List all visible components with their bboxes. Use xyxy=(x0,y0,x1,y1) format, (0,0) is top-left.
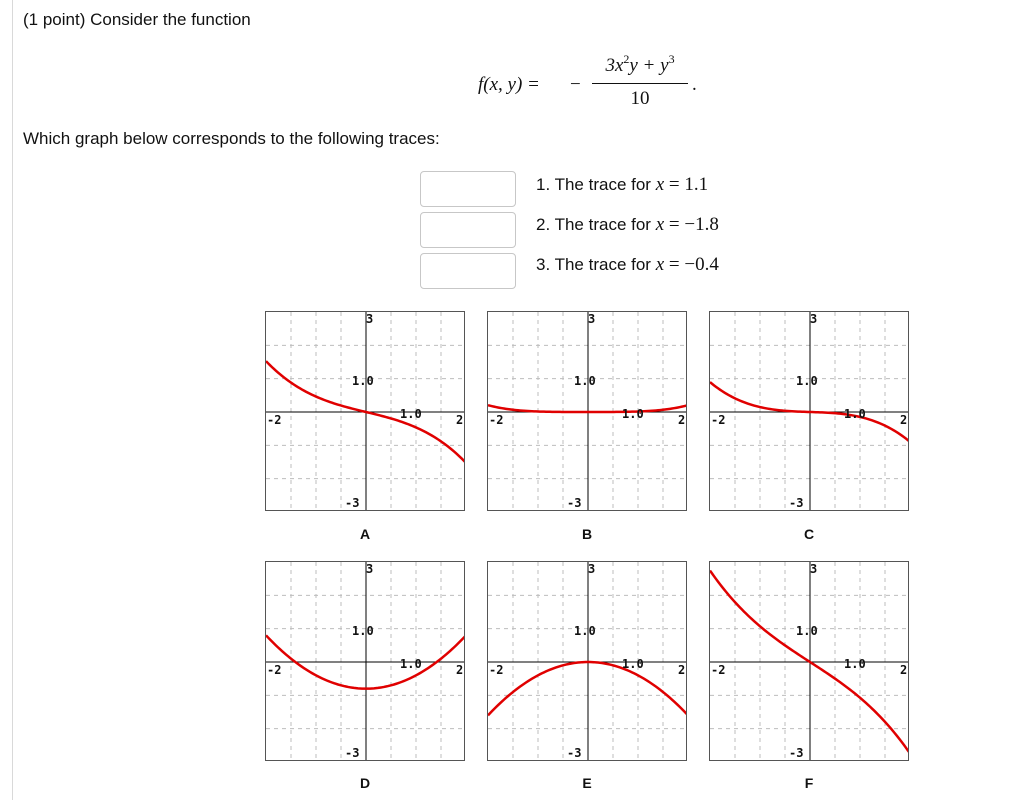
question-text: Which graph below corresponds to the following traces: xyxy=(23,129,440,148)
trace-3-eq: = xyxy=(664,254,685,275)
x-mid-label: 1.0 xyxy=(400,407,422,421)
y-mid-label: 1.0 xyxy=(352,624,374,638)
x-max-label: 2 xyxy=(678,413,686,427)
x-mid-label: 1.0 xyxy=(844,657,866,671)
caption-f: F xyxy=(804,775,814,791)
x-min-label: -2 xyxy=(489,413,504,427)
graph-d-plot xyxy=(266,562,465,761)
answer-input-1[interactable] xyxy=(420,171,516,207)
caption-d: D xyxy=(359,775,371,791)
trace-3 xyxy=(536,254,719,276)
y-mid-label: 1.0 xyxy=(352,374,374,388)
graph-c xyxy=(709,311,909,511)
y-max-label: 3 xyxy=(588,562,596,576)
y-max-label: 3 xyxy=(810,312,818,326)
numerator-term-2: y + y xyxy=(629,55,669,76)
y-min-label: -3 xyxy=(789,496,804,510)
graph-d xyxy=(265,561,465,761)
exponent-2: 2 xyxy=(623,52,630,66)
trace-3-prefix: 3. The trace for xyxy=(536,255,656,274)
y-min-label: -3 xyxy=(789,746,804,760)
graph-b-plot xyxy=(488,312,687,511)
trace-3-value: −0.4 xyxy=(684,254,719,275)
trace-1-eq: = xyxy=(664,174,685,195)
y-mid-label: 1.0 xyxy=(796,624,818,638)
graph-f xyxy=(709,561,909,761)
trace-3-var: x xyxy=(655,254,665,275)
y-max-label: 3 xyxy=(366,312,374,326)
graph-e-plot xyxy=(488,562,687,761)
y-min-label: -3 xyxy=(345,496,360,510)
y-max-label: 3 xyxy=(810,562,818,576)
x-mid-label: 1.0 xyxy=(400,657,422,671)
y-mid-label: 1.0 xyxy=(574,374,596,388)
trace-2-prefix: 2. The trace for xyxy=(536,215,656,234)
fraction-bar xyxy=(592,83,688,84)
trace-2-var: x xyxy=(655,214,665,235)
x-mid-label: 1.0 xyxy=(844,407,866,421)
x-max-label: 2 xyxy=(900,413,908,427)
x-max-label: 2 xyxy=(900,663,908,677)
y-max-label: 3 xyxy=(588,312,596,326)
formula-lhs: f(x, y) = xyxy=(478,74,540,95)
formula-minus: − xyxy=(570,74,581,95)
answer-input-2[interactable] xyxy=(420,212,516,248)
x-mid-label: 1.0 xyxy=(622,657,644,671)
graph-c-plot xyxy=(710,312,909,511)
trace-1-prefix: 1. The trace for xyxy=(536,175,656,194)
graph-e xyxy=(487,561,687,761)
formula-period: . xyxy=(692,74,697,95)
formula-denominator: 10 xyxy=(630,88,650,109)
formula-numerator xyxy=(592,52,688,77)
trace-1-var: x xyxy=(655,174,665,195)
y-min-label: -3 xyxy=(567,746,582,760)
x-mid-label: 1.0 xyxy=(622,407,644,421)
graph-b xyxy=(487,311,687,511)
x-min-label: -2 xyxy=(267,663,282,677)
caption-b: B xyxy=(581,526,593,542)
trace-1 xyxy=(536,174,708,196)
x-max-label: 2 xyxy=(678,663,686,677)
caption-c: C xyxy=(803,526,815,542)
y-max-label: 3 xyxy=(366,562,374,576)
y-mid-label: 1.0 xyxy=(574,624,596,638)
caption-e: E xyxy=(582,775,592,791)
y-mid-label: 1.0 xyxy=(796,374,818,388)
y-min-label: -3 xyxy=(345,746,360,760)
x-min-label: -2 xyxy=(489,663,504,677)
graph-a-plot xyxy=(266,312,465,511)
numerator-term-1: 3x xyxy=(605,55,624,76)
exponent-3: 3 xyxy=(668,52,675,66)
trace-2 xyxy=(536,214,719,236)
graph-a xyxy=(265,311,465,511)
x-max-label: 2 xyxy=(456,663,464,677)
trace-1-value: 1.1 xyxy=(684,174,709,195)
problem-intro: (1 point) Consider the function xyxy=(23,10,251,29)
y-min-label: -3 xyxy=(567,496,582,510)
x-min-label: -2 xyxy=(711,413,726,427)
x-max-label: 2 xyxy=(456,413,464,427)
graph-f-plot xyxy=(710,562,909,761)
function-formula xyxy=(478,52,718,116)
x-min-label: -2 xyxy=(267,413,282,427)
caption-a: A xyxy=(359,526,371,542)
page-left-border xyxy=(12,0,13,800)
x-min-label: -2 xyxy=(711,663,726,677)
answer-input-3[interactable] xyxy=(420,253,516,289)
trace-2-eq: = xyxy=(664,214,685,235)
trace-2-value: −1.8 xyxy=(684,214,719,235)
